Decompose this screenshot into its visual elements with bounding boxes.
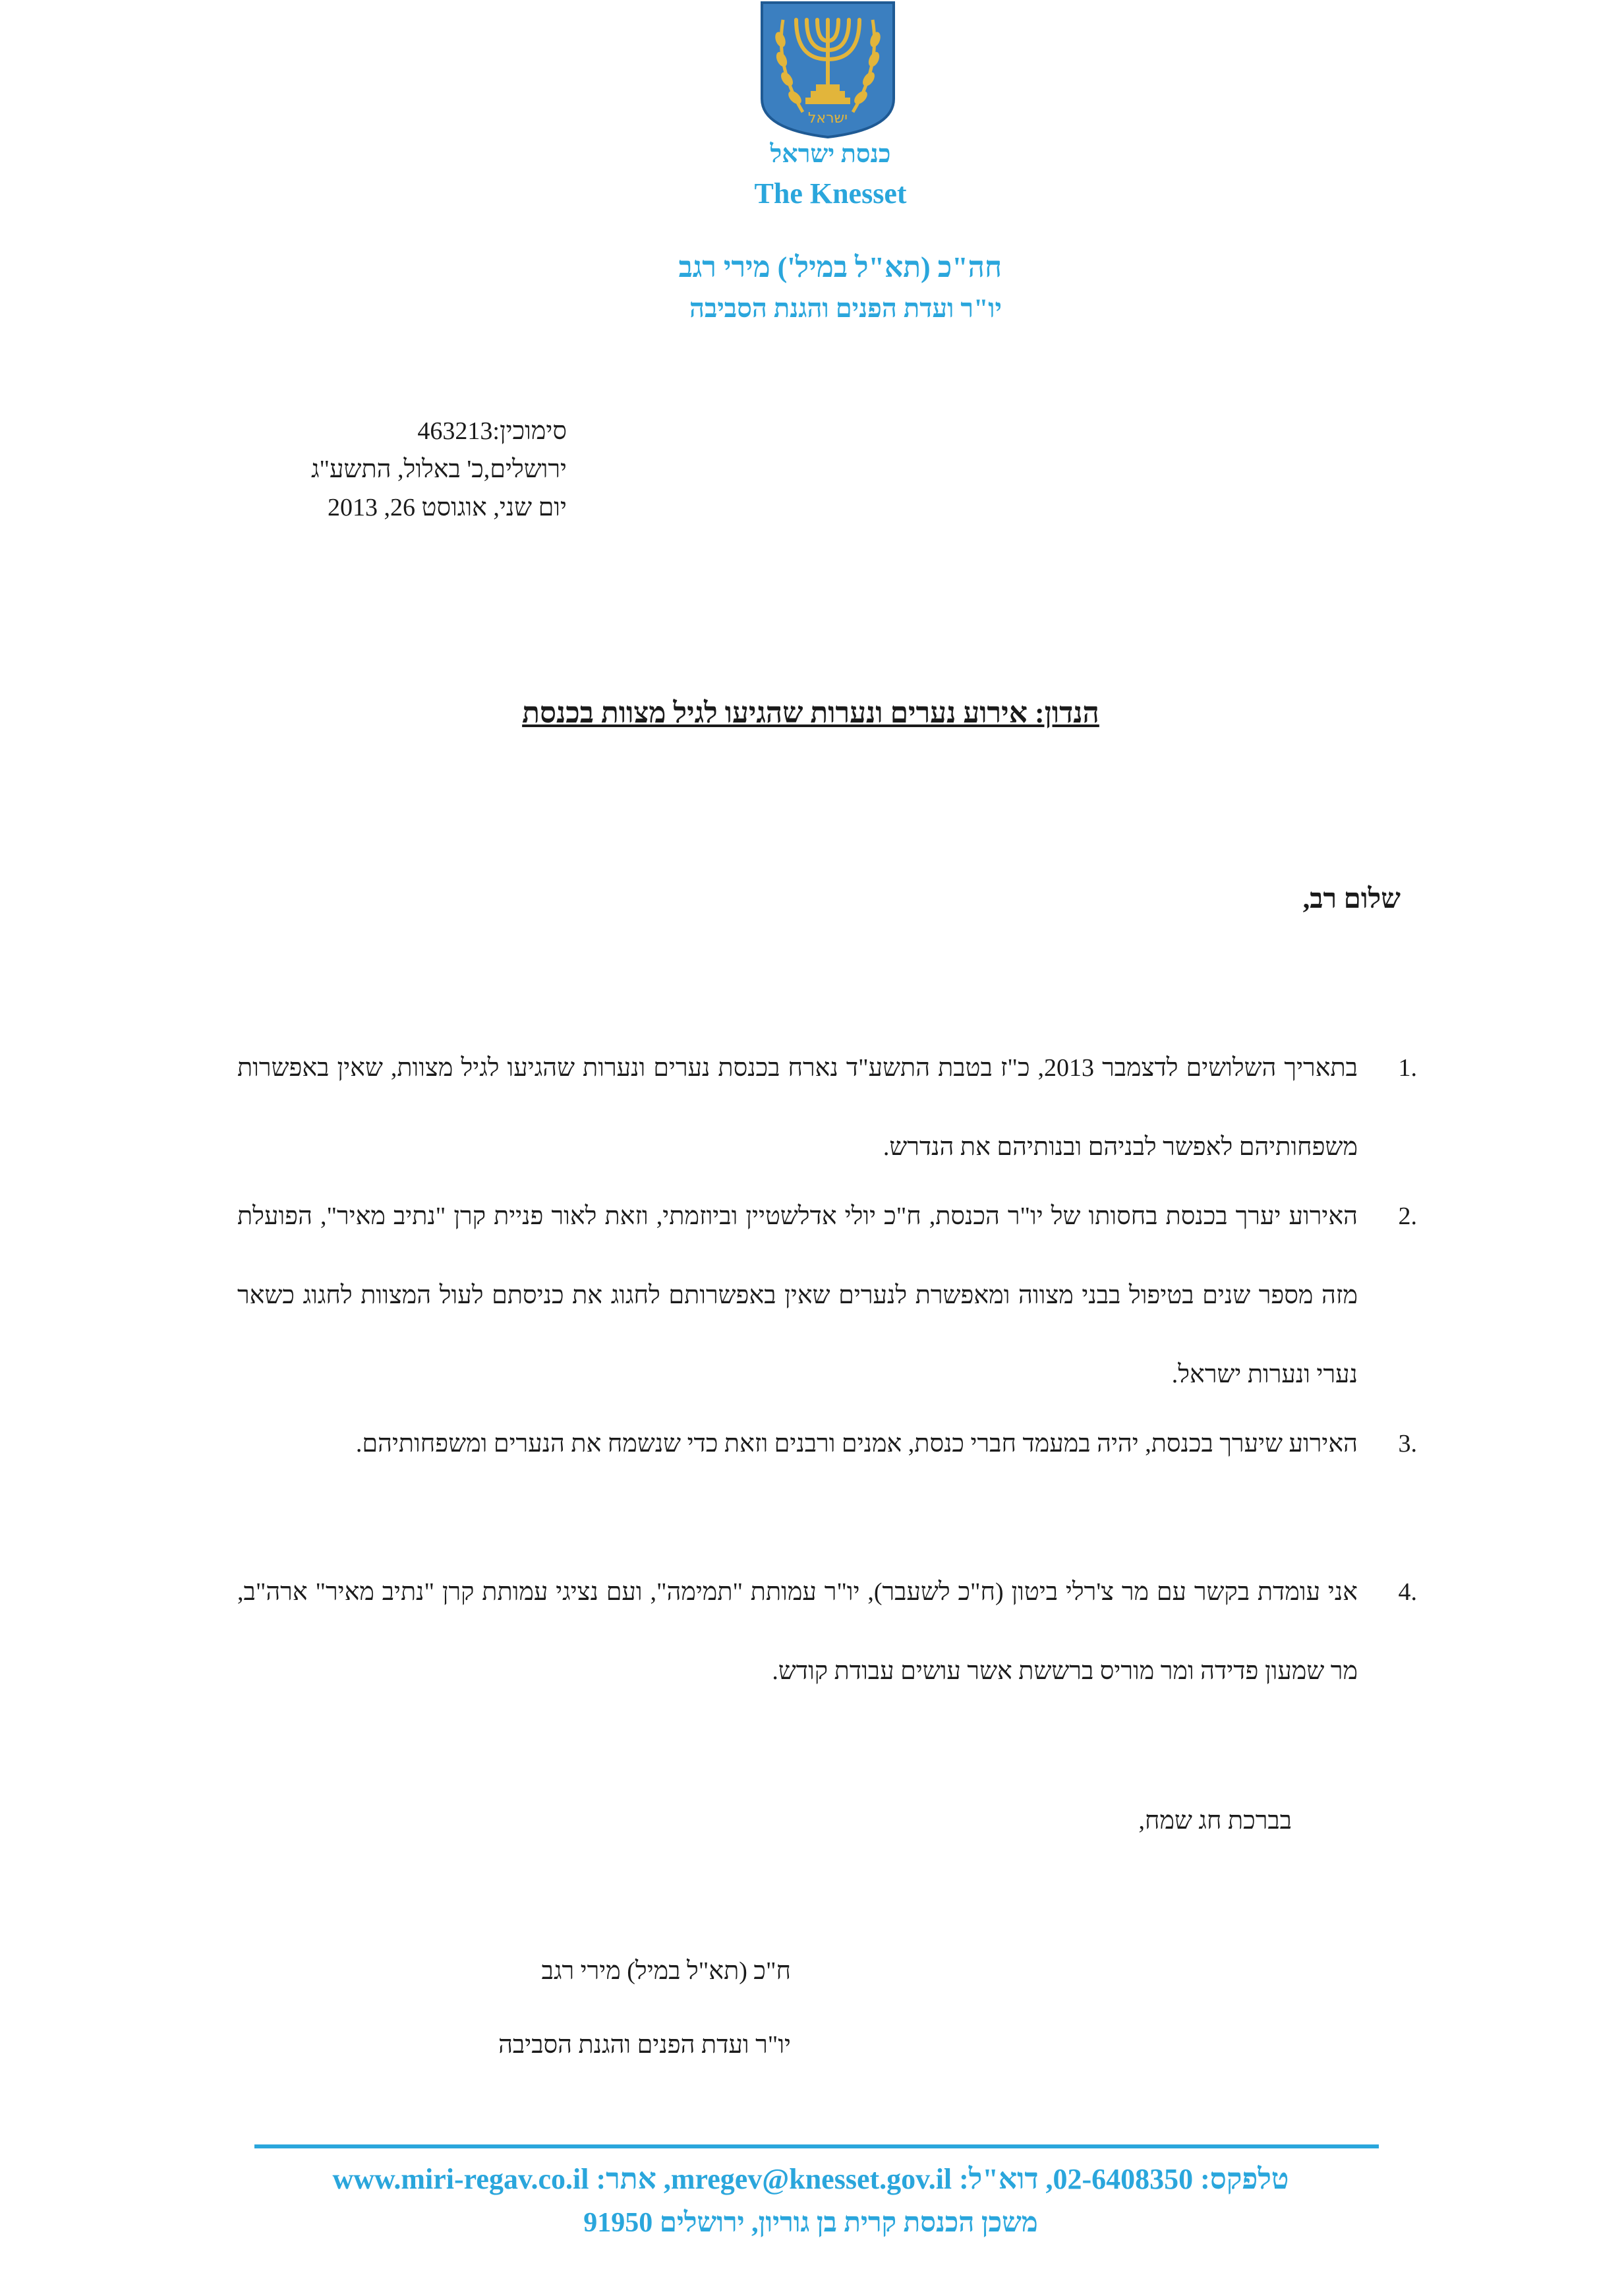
item-text: בתאריך השלושים לדצמבר 2013, כ"ז בטבת התשע"ד נארח בכנסת נערים ונערות שהגיעו לגיל מצוות, שאין באפשרות משפחותיהם לאפשר לבניהם ובנותיהם את הנדרש. (237, 1054, 1358, 1161)
item-number: 4. (1398, 1578, 1417, 1606)
knesset-name-hebrew: כנסת ישראל (770, 140, 891, 168)
item-number: 1. (1398, 1054, 1417, 1082)
item-text: אני עומדת בקשר עם מר צ'רלי ביטון (ח"כ לשעבר), יו"ר עמותת "תמימה", ועם נציגי עמותת קרן "נתיב מאיר" ארה"ב, מר שמעון פדידה ומר מוריס ברששת אשר עושים עבודת קודש. (237, 1578, 1358, 1685)
signature-title: יו"ר ועדת הפנים והגנת הסביבה (498, 2031, 791, 2059)
item-text: האירוע שיערך בכנסת, יהיה במעמד חברי כנסת, אמנים ורבנים וזאת כדי שנשמח את הנערים ומשפחותיהם. (355, 1430, 1358, 1458)
greeting: שלום רב, (1302, 884, 1401, 914)
mk-name-heading: חה"כ (תא"ל במיל') מירי רגב (678, 251, 1002, 283)
list-item (237, 1552, 1417, 1711)
footer-divider (254, 2144, 1379, 2148)
letter-subject: הנדון: אירוע נערים ונערות שהגיעו לגיל מצוות בכנסת (522, 697, 1099, 729)
knesset-emblem-logo (757, 0, 899, 140)
footer-address: משכן הכנסת קרית בן גוריון, ירושלים 91950 (583, 2208, 1038, 2238)
knesset-name-english: The Knesset (754, 177, 907, 210)
item-text: האירוע יערך בכנסת בחסותו של יו"ר הכנסת, ח"כ יולי אדלשטיין וביוזמתי, וזאת לאור פניית קרן "נתיב מאיר", הפועלת מזה מספר שנים בטיפול בבני מצווה ומאפשרת לנערים שאין באפשרותם לחגוג את כניסתם לעול המצוות לחגוג כשאר נערי ונערות ישראל. (237, 1202, 1358, 1388)
svg-text:ישראל: ישראל (807, 110, 848, 127)
item-number: 3. (1398, 1430, 1417, 1458)
footer-contact: טלפקס: 02-6408350, דוא"ל: mregev@knesset.gov.il, אתר: www.miri-regav.co.il (332, 2163, 1289, 2195)
item-number: 2. (1398, 1202, 1417, 1230)
hebrew-date: ירושלים,כ' באלול, התשע"ג (310, 456, 567, 483)
list-item (237, 1404, 1417, 1483)
closing-line: בברכת חג שמח, (1138, 1807, 1292, 1835)
list-item (237, 1177, 1417, 1414)
mk-title-heading: יו"ר ועדת הפנים והגנת הסביבה (689, 293, 1002, 323)
signature-name: ח"כ (תא"ל במיל) מירי רגב (541, 1957, 791, 1985)
list-item (237, 1028, 1417, 1187)
gregorian-date: יום שני, אוגוסט 26, 2013 (328, 494, 567, 521)
reference-number: סימוכין:463213 (417, 417, 567, 445)
